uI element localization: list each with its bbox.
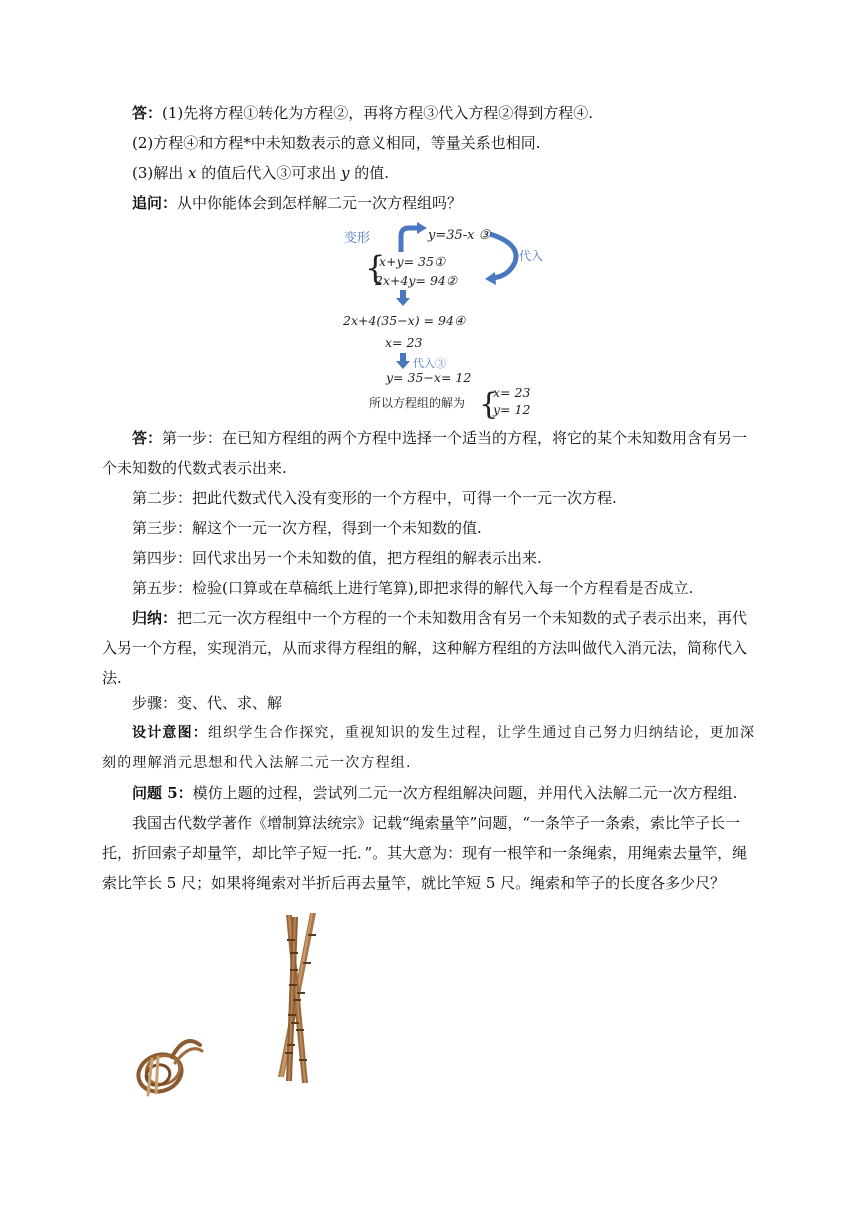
story-problem: 我国古代数学著作《增制算法统宗》记载“绳索量竿”问题，“一条竿子一条索，索比竿子长一托，折回索子却量竿，却比竿子短一托．”。其大意为：现有一根竿和一条绳索，用绳索去量竿，绳索比竿长 5 尺；如果将绳索对半折后再去量竿，就比竿短 5 尺。绳索和竿子的长度各多少尺？ (102, 814, 748, 892)
substitute-arrow (490, 234, 516, 278)
steps-line: 步骤：变、代、求、解 (132, 694, 283, 712)
rope-and-poles-illustration (130, 905, 350, 1100)
eq3: y=35-x ③ (428, 228, 491, 243)
summary: 归纳：把二元一次方程组中一个方程的一个未知数用含有另一个未知数的式子表示出来，再代入另一个方程，实现消元，从而求得方程组的解，这种解方程组的方法叫做代入消元法，简称代入法. (102, 609, 748, 687)
answer2-step3: 第三步：解这个一元一次方程，得到一个未知数的值. (132, 519, 482, 537)
substitute-label: 代入 (519, 249, 544, 263)
down-arrow-1-head (396, 298, 410, 306)
answer1-line3: (3)解出 x 的值后代入③可求出 y 的值. (132, 164, 390, 182)
design-intent: 设计意图：组织学生合作探究，重视知识的发生过程，让学生通过自己努力归纳结论，更加深刻的理解消元思想和代入法解二元一次方程组. (102, 725, 756, 771)
answer2-step1: 答：第一步：在已知方程组的两个方程中选择一个适当的方程，将它的某个未知数用含有另一个未知数的代数式表示出来. (102, 429, 748, 477)
sol-y: y= 12 (493, 402, 531, 417)
bamboo-poles-icon (278, 913, 316, 1083)
eq-y: y= 35−x= 12 (386, 370, 472, 385)
answer2-step4: 第四步：回代求出另一个未知数的值，把方程组的解表示出来. (132, 549, 542, 567)
answer-label: 答： (132, 104, 163, 122)
substitution-diagram (335, 222, 555, 420)
eq4: 2x+4(35−x) = 94④ (343, 313, 466, 328)
transform-arrow (401, 228, 417, 252)
solution-brace: { (479, 387, 499, 420)
followup-question: 追问：从中你能体会到怎样解二元一次方程组吗？ (132, 194, 463, 212)
answer1-line1: 答：(1)先将方程①转化为方程②，再将方程③代入方程②得到方程④. (132, 104, 594, 122)
sol-x: x= 23 (493, 385, 531, 400)
eq-x: x= 23 (385, 335, 423, 350)
eq2: 2x+4y= 94② (375, 273, 458, 288)
answer2-label: 答： (132, 429, 163, 447)
solution-label: 所以方程组的解为 (369, 396, 466, 410)
down-arrow-1-shaft (400, 290, 406, 298)
substitute-arrowhead (485, 272, 496, 285)
rope-icon (133, 1041, 202, 1097)
substitute3-label: 代入③ (413, 357, 446, 370)
brace-left: { (365, 249, 386, 287)
down-arrow-2-shaft (400, 353, 406, 361)
problem5: 问题 5：模仿上题的过程，尝试列二元一次方程组解决问题，并用代入法解二元一次方程组. (132, 784, 738, 802)
problem5-label: 问题 5： (132, 784, 193, 802)
design-label: 设计意图： (132, 725, 208, 741)
eq1: x+y= 35① (379, 254, 446, 269)
down-arrow-2-head (396, 361, 410, 369)
summary-label: 归纳： (132, 609, 178, 627)
transform-arrowhead (417, 222, 427, 234)
followup-label: 追问： (132, 194, 178, 212)
answer2-step5: 第五步：检验(口算或在草稿纸上进行笔算),即把求得的解代入每一个方程看是否成立. (132, 579, 694, 597)
answer2-step2: 第二步：把此代数式代入没有变形的一个方程中，可得一个一元一次方程. (132, 489, 617, 507)
answer1-line2: (2)方程④和方程*中未知数表示的意义相同，等量关系也相同. (132, 134, 541, 152)
transform-label: 变形 (344, 231, 371, 246)
